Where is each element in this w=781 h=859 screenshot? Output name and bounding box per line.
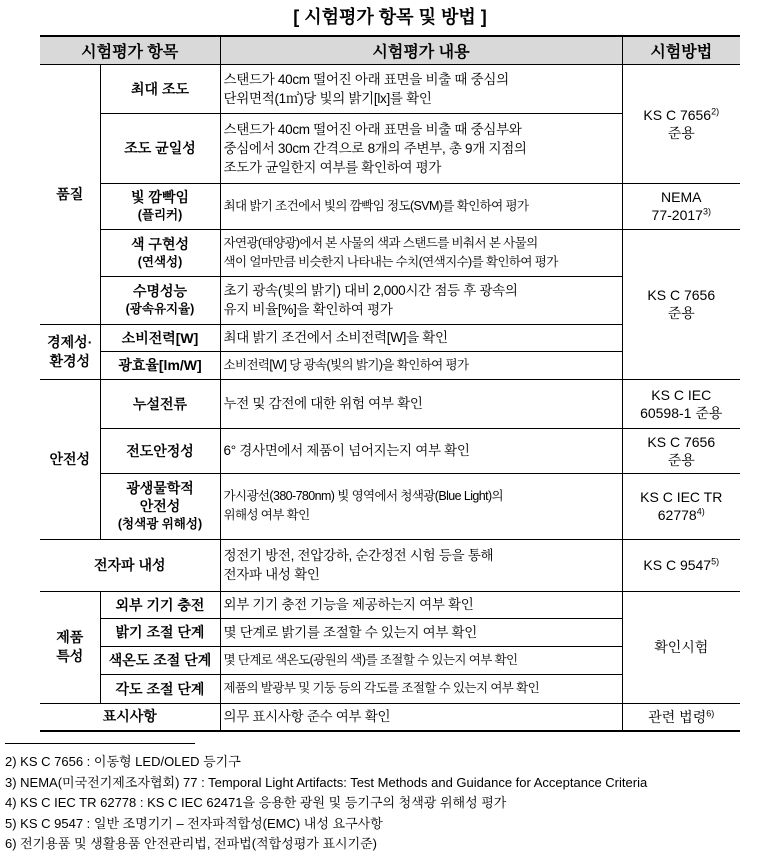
- item-cell: [100, 113, 220, 183]
- item-sublabel: (광속유지율): [125, 302, 195, 316]
- table-row: [40, 183, 740, 229]
- header-item: 시험평가 항목: [40, 36, 220, 64]
- page-title: [ 시험평가 항목 및 방법 ]: [293, 7, 487, 27]
- test-evaluation-table: [40, 35, 740, 732]
- item-cell: [100, 379, 220, 428]
- item-cell: [100, 183, 220, 229]
- table-row: [40, 64, 740, 113]
- item-cell: [100, 324, 220, 351]
- content-cell: 스탠드가 40cm 떨어진 아래 표면을 비출 때 중심의 단위면적(1㎡)당 빛의 밝기[lx]를 확인: [220, 64, 622, 113]
- item-sublabel: (연색성): [137, 254, 183, 269]
- method-line: [626, 556, 738, 574]
- method-text: 62778: [657, 507, 697, 523]
- method-line: KS C IEC TR: [640, 489, 723, 505]
- category-emi: 전자파 내성: [40, 539, 220, 591]
- footnotes: [5, 752, 775, 855]
- method-cell: [622, 229, 740, 379]
- item-label: 색 구현성: [131, 235, 189, 252]
- header-content: 시험평가 내용: [220, 36, 622, 64]
- method-line: [626, 206, 738, 224]
- footnote: 5) KS C 9547 : 일반 조명기기 – 전자파적합성(EMC) 내성 요구사항: [5, 815, 383, 831]
- table-row: [40, 379, 740, 428]
- content-cell: 몇 단계로 색온도(광원의 색)를 조절할 수 있는지 여부 확인: [220, 646, 622, 674]
- table-row: [40, 539, 740, 591]
- method-line: [626, 708, 738, 726]
- item-cell: [100, 351, 220, 379]
- item-cell: [100, 618, 220, 646]
- item-label: 색온도 조절 단계: [108, 652, 212, 668]
- method-text: 77-2017: [651, 207, 703, 223]
- method-cell: [622, 379, 740, 428]
- method-text: KS C 9547: [643, 557, 712, 573]
- item-label: 각도 조절 단계: [115, 680, 205, 697]
- footnote-divider: [5, 743, 195, 744]
- footnote: 2) KS C 7656 : 이동형 LED/OLED 등기구: [5, 754, 241, 769]
- content-cell: 정전기 방전, 전압강하, 순간정전 시험 등을 통해 전자파 내성 확인: [220, 539, 622, 591]
- method-text: KS C 7656: [643, 106, 712, 123]
- content-cell: 초기 광속(빛의 밝기) 대비 2,000시간 점등 후 광속의 유지 비율[%]을 확인하여 평가: [220, 276, 622, 324]
- footnote: 4) KS C IEC TR 62778 : KS C IEC 62471을 응용한 광원 및 등기구의 청색광 위해성 평가: [5, 795, 507, 810]
- footnote-marker: 6): [706, 708, 715, 719]
- item-label: 전도안정성: [126, 442, 194, 459]
- item-cell: [100, 64, 220, 113]
- table-header-row: [40, 36, 740, 64]
- method-line: [626, 106, 738, 124]
- content-cell: 의무 표시사항 준수 여부 확인: [220, 703, 622, 731]
- item-sublabel: (플리커): [137, 208, 183, 222]
- item-label: 최대 조도: [131, 80, 189, 97]
- method-line: 준용: [667, 305, 695, 321]
- item-cell: [100, 276, 220, 324]
- method-cell: [622, 64, 740, 183]
- content-cell: 최대 밝기 조건에서 소비전력[W]을 확인: [220, 324, 622, 351]
- item-cell: [100, 591, 220, 618]
- method-line: KS C 7656: [647, 433, 716, 450]
- item-cell: [100, 428, 220, 473]
- method-line: 60598-1 준용: [640, 404, 723, 421]
- content-cell: 6° 경사면에서 제품이 넘어지는지 여부 확인: [220, 428, 622, 473]
- method-cell: [622, 591, 740, 703]
- item-label: 밝기 조절 단계: [115, 624, 205, 640]
- method-line: KS C IEC: [651, 386, 712, 403]
- table-row: [40, 703, 740, 731]
- content-cell: 제품의 발광부 및 기둥 등의 각도를 조절할 수 있는지 여부 확인: [220, 674, 622, 703]
- method-line: [626, 506, 738, 524]
- method-cell: [622, 539, 740, 591]
- method-line: 준용: [667, 124, 695, 141]
- content-cell: 자연광(태양광)에서 본 사물의 색과 스탠드를 비춰서 본 사물의 색이 얼마만큼 비슷한지 나타내는 수치(연색지수)를 확인하여 평가: [220, 229, 622, 276]
- table-row: [40, 428, 740, 473]
- footnote-marker: 5): [711, 556, 720, 567]
- method-cell: [622, 703, 740, 731]
- table-row: [40, 229, 740, 276]
- content-cell: 외부 기기 충전 기능을 제공하는지 여부 확인: [220, 591, 622, 618]
- category-safety: 안전성: [40, 379, 100, 539]
- content-cell: 최대 밝기 조건에서 빛의 깜빡임 정도(SVM)를 확인하여 평가: [220, 183, 622, 229]
- item-label: 조도 균일성: [124, 140, 196, 156]
- table-row: [40, 473, 740, 539]
- category-economy: 경제성· 환경성: [40, 324, 100, 379]
- content-cell: 소비전력[W] 당 광속(빛의 밝기)을 확인하여 평가: [220, 351, 622, 379]
- item-label: 소비전력[W]: [121, 329, 199, 346]
- content-cell: 스탠드가 40cm 떨어진 아래 표면을 비출 때 중심부와 중심에서 30cm 간격으로 8개의 주변부, 총 9개 지점의 조도가 균일한지 여부를 확인하여 평가: [220, 113, 622, 183]
- method-line: NEMA: [661, 189, 702, 205]
- category-feature: 제품 특성: [40, 591, 100, 703]
- footnote: 6) 전기용품 및 생활용품 안전관리법, 전파법(적합성평가 표시기준): [5, 836, 378, 851]
- item-cell: [100, 473, 220, 539]
- item-label: 광효율[lm/W]: [118, 357, 202, 373]
- method-cell: [622, 183, 740, 229]
- header-method: 시험방법: [622, 36, 740, 64]
- item-label: 외부 기기 충전: [115, 596, 205, 613]
- method-cell: [622, 473, 740, 539]
- footnote: 3) NEMA(미국전기제조자협회) 77 : Temporal Light Artifacts: Test Methods and Guidance for Acceptance Criteria: [5, 774, 648, 790]
- item-label: 광생물학적 안전성: [126, 480, 194, 514]
- method-text: 관련 법령: [648, 708, 707, 725]
- item-cell: [100, 674, 220, 703]
- item-sublabel: (청색광 위해성): [117, 517, 203, 531]
- method-cell: [622, 428, 740, 473]
- item-label: 수명성능: [132, 283, 188, 299]
- item-cell: [100, 229, 220, 276]
- footnote-marker: 3): [702, 206, 711, 217]
- content-cell: 누전 및 감전에 대한 위험 여부 확인: [220, 379, 622, 428]
- item-label: 빛 깜빡임: [131, 189, 189, 205]
- method-line: KS C 7656: [647, 287, 716, 303]
- item-label: 누설전류: [132, 395, 188, 412]
- footnote-marker: 4): [696, 506, 705, 517]
- method-line: 확인시험: [654, 639, 709, 655]
- category-label: 표시사항: [40, 703, 220, 731]
- category-quality: 품질: [40, 64, 100, 324]
- method-line: 준용: [667, 451, 695, 468]
- content-cell: 몇 단계로 밝기를 조절할 수 있는지 여부 확인: [220, 618, 622, 646]
- content-cell: 가시광선(380-780nm) 빛 영역에서 청색광(Blue Light)의 위해성 여부 확인: [220, 473, 622, 539]
- table-row: [40, 591, 740, 618]
- footnote-marker: 2): [711, 105, 720, 116]
- item-cell: [100, 646, 220, 674]
